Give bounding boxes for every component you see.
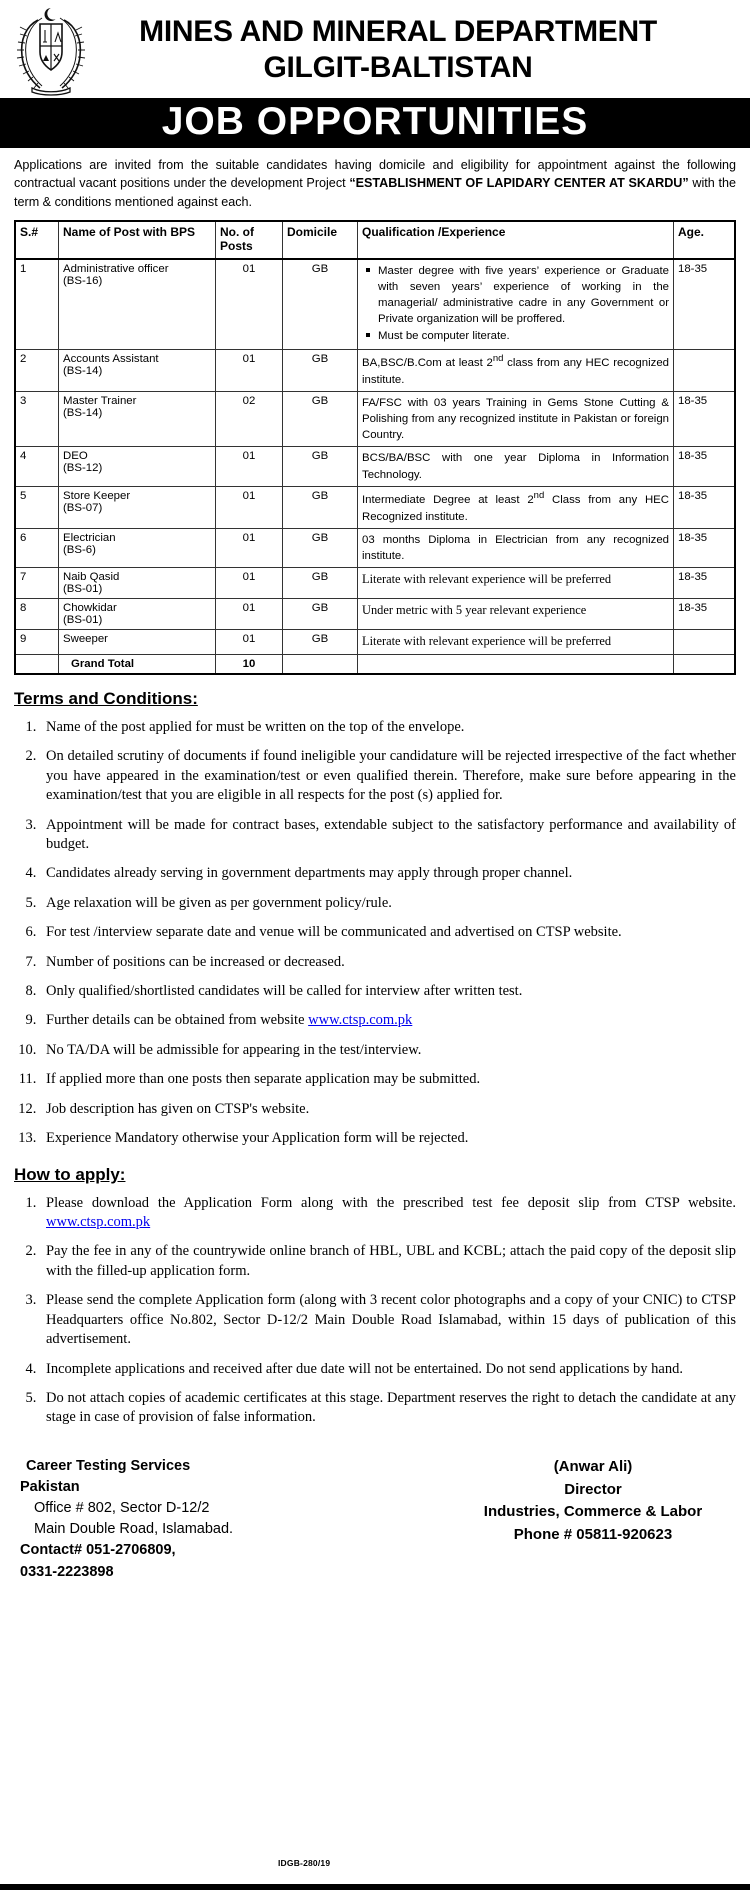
ctsp-org-line2: Pakistan [20, 1478, 80, 1495]
cell-qualification [358, 447, 674, 486]
cell-age [674, 630, 736, 655]
ctsp-address-line1: Office # 802, Sector D-12/2 [34, 1500, 210, 1517]
cell-age: 18-35 [674, 486, 736, 528]
ctsp-org-line1: Career Testing Services [26, 1457, 191, 1474]
terms-list [14, 718, 736, 1149]
col-domicile: Domicile [283, 221, 358, 259]
terms-item [40, 1100, 736, 1119]
cell-serial: 4 [15, 447, 59, 486]
col-no-of-posts: No. of Posts [216, 221, 283, 259]
cell-domicile: GB [283, 528, 358, 567]
col-post-name: Name of Post with BPS [59, 221, 216, 259]
apply-item [40, 1194, 736, 1233]
col-age: Age. [674, 221, 736, 259]
cell-no-of-posts: 01 [216, 486, 283, 528]
ctsp-contact-block [20, 1456, 233, 1583]
cell-qualification [358, 568, 674, 599]
grand-total-value: 10 [216, 654, 283, 674]
cell-qualification [358, 259, 674, 349]
table-row [15, 349, 735, 391]
ctsp-address-line2: Main Double Road, Islamabad. [34, 1521, 234, 1538]
terms-item-text: If applied more than one posts then separate application may be submitted. [46, 1071, 481, 1088]
cell-domicile: GB [283, 349, 358, 391]
cell-domicile: GB [283, 630, 358, 655]
cell-post-name [59, 447, 216, 486]
terms-item-text: Candidates already serving in government departments may apply through proper channel. [46, 865, 573, 882]
ctsp-website-link[interactable]: www.ctsp.com.pk [46, 1214, 151, 1231]
cell-post-name [59, 599, 216, 630]
post-title: Chowkidar [63, 602, 117, 615]
post-title: Naib Qasid [63, 571, 120, 584]
pakistan-state-emblem-icon [8, 4, 94, 96]
post-bps: (BS-01) [63, 583, 103, 596]
terms-item-text: Only qualified/shortlisted candidates will be called for interview after written test. [46, 983, 523, 1000]
terms-item [40, 1129, 736, 1148]
cell-post-name [59, 391, 216, 447]
cell-serial: 5 [15, 486, 59, 528]
qualification-text: Intermediate Degree at least 2nd Class from any HEC Recognized institute. [362, 490, 669, 523]
table-header-row [15, 221, 735, 259]
cell-qualification [358, 391, 674, 447]
grand-total-row [15, 654, 735, 674]
ctsp-contact-line2: 0331-2223898 [20, 1563, 114, 1580]
terms-item-text: Further details can be obtained from website [46, 1012, 309, 1029]
terms-item [40, 1041, 736, 1060]
qualification-text: 03 months Diploma in Electrician from any recognized institute. [362, 533, 669, 563]
terms-item-text: Appointment will be made for contract bases, extendable subject to the satisfactory performance and availability of budget. [46, 816, 736, 852]
col-qualification: Qualification /Experience [358, 221, 674, 259]
cell-age: 18-35 [674, 259, 736, 349]
terms-item-text: Number of positions can be increased or decreased. [46, 953, 345, 970]
post-title: Accounts Assistant [63, 352, 159, 365]
terms-item [40, 923, 736, 942]
cell-post-name [59, 259, 216, 349]
terms-item [40, 982, 736, 1001]
apply-item [40, 1360, 736, 1379]
how-to-apply-list [14, 1194, 736, 1428]
cell-serial: 6 [15, 528, 59, 567]
post-bps: (BS-01) [63, 614, 103, 627]
apply-item-text: Incomplete applications and received after due date will not be entertained. Do not send applications by hand. [46, 1360, 683, 1377]
signatory-phone: Phone # 05811-920623 [513, 1526, 673, 1544]
cell-qualification [358, 630, 674, 655]
cell-serial: 9 [15, 630, 59, 655]
signatory-block [458, 1456, 734, 1547]
cell-age: 18-35 [674, 391, 736, 447]
terms-item-text: Job description has given on CTSP's website. [46, 1100, 310, 1117]
cell-post-name [59, 349, 216, 391]
terms-item [40, 718, 736, 737]
terms-item [40, 894, 736, 913]
intro-paragraph [0, 148, 750, 218]
cell-no-of-posts: 01 [216, 528, 283, 567]
signatory-department: Industries, Commerce & Labor [483, 1503, 703, 1521]
qualification-bullet: Must be computer literate. [376, 328, 669, 344]
ctsp-contact-line1: Contact# 051-2706809, [20, 1542, 176, 1559]
masthead [0, 0, 750, 100]
posts-table-head [15, 221, 735, 259]
department-name-line1: MINES AND MINERAL DEPARTMENT [139, 14, 657, 48]
table-row [15, 528, 735, 567]
posts-table-body [15, 259, 735, 674]
post-title: Electrician [63, 531, 116, 544]
cell-age: 18-35 [674, 599, 736, 630]
qualification-text: FA/FSC with 03 years Training in Gems Stone Cutting & Polishing from any recognized institute in Pakistan or foreign Country. [362, 396, 669, 442]
terms-item-text: Name of the post applied for must be written on the top of the envelope. [46, 718, 465, 735]
intro-text-part1: Applications are invited from the suitable candidates having domicile and eligibility for appointment against the following contractual vacant positions under the development Project [14, 157, 736, 191]
post-title: Administrative officer [63, 262, 169, 275]
post-bps: (BS-14) [63, 364, 103, 377]
qualification-text: Under metric with 5 year relevant experience [362, 603, 587, 618]
qualification-bullets [362, 263, 669, 345]
apply-item [40, 1242, 736, 1281]
table-row [15, 486, 735, 528]
cell-serial: 2 [15, 349, 59, 391]
cell-age: 18-35 [674, 528, 736, 567]
table-row [15, 568, 735, 599]
post-bps: (BS-14) [63, 406, 103, 419]
cell-age: 18-35 [674, 447, 736, 486]
cell-no-of-posts: 01 [216, 349, 283, 391]
apply-item-text: Please send the complete Application form (along with 3 recent color photographs and a copy of your CNIC) to CTSP Headquarters office No.802, Sector D-12/2 Main Double Road Islamabad, within 15 days of publication of this advertisement. [46, 1292, 736, 1348]
cell-no-of-posts: 02 [216, 391, 283, 447]
department-titles [94, 14, 742, 87]
ctsp-website-link[interactable]: www.ctsp.com.pk [308, 1012, 413, 1029]
table-row [15, 599, 735, 630]
qualification-text: BCS/BA/BSC with one year Diploma in Information Technology. [362, 452, 669, 481]
table-row [15, 391, 735, 447]
qualification-text: Literate with relevant experience will be preferred [362, 572, 612, 587]
post-title: DEO [63, 450, 88, 463]
qualification-text: BA,BSC/B.Com at least 2nd class from any HEC recognized institute. [362, 353, 669, 386]
cell-no-of-posts: 01 [216, 568, 283, 599]
job-opportunities-banner [0, 100, 750, 148]
cell-post-name [59, 486, 216, 528]
cell-domicile [283, 654, 358, 674]
terms-item-text: No TA/DA will be admissible for appearing in the test/interview. [46, 1041, 422, 1058]
terms-heading: Terms and Conditions: [14, 688, 198, 708]
terms-item [40, 953, 736, 972]
cell-post-name [59, 630, 216, 655]
cell-no-of-posts: 01 [216, 259, 283, 349]
terms-item [40, 747, 736, 805]
qualification-text: Literate with relevant experience will be preferred [362, 634, 612, 649]
cell-qualification [358, 486, 674, 528]
terms-item [40, 816, 736, 855]
terms-item [40, 1011, 736, 1030]
department-name-line2: GILGIT-BALTISTAN [263, 50, 533, 84]
post-bps: (BS-12) [63, 462, 103, 475]
col-serial: S.# [15, 221, 59, 259]
terms-item-text: For test /interview separate date and venue will be communicated and advertised on CTSP website. [46, 924, 622, 941]
signatory-name: (Anwar Ali) [553, 1457, 633, 1475]
apply-item-text: Do not attach copies of academic certificates at this stage. Department reserves the right to detach the candidate at any stage in case of provision of false information. [46, 1389, 736, 1426]
post-bps: (BS-07) [63, 501, 103, 514]
cell-serial: 3 [15, 391, 59, 447]
cell-domicile: GB [283, 447, 358, 486]
cell-no-of-posts: 01 [216, 447, 283, 486]
post-bps: (BS-16) [63, 274, 103, 287]
cell-serial: 8 [15, 599, 59, 630]
terms-item-text: Experience Mandatory otherwise your Application form will be rejected. [46, 1130, 469, 1147]
terms-item [40, 1070, 736, 1089]
cell-no-of-posts: 01 [216, 599, 283, 630]
cell-qualification [358, 654, 674, 674]
post-title: Master Trainer [63, 394, 137, 407]
apply-item [40, 1291, 736, 1349]
post-bps: (BS-6) [63, 543, 96, 556]
cell-post-name [59, 528, 216, 567]
post-title: Sweeper [63, 633, 108, 646]
project-name: “ESTABLISHMENT OF LAPIDARY CENTER AT SKARDU” [349, 176, 689, 191]
cell-qualification [358, 528, 674, 567]
banner-title: JOB OPPORTUNITIES [161, 100, 589, 143]
apply-item-text: Please download the Application Form along with the prescribed test fee deposit slip from CTSP website. [46, 1194, 736, 1211]
cell-domicile: GB [283, 568, 358, 599]
table-row [15, 447, 735, 486]
intro-text-part2: with the term & conditions mentioned against each. [14, 176, 736, 210]
table-row [15, 630, 735, 655]
posts-table [14, 220, 736, 675]
how-to-apply-heading: How to apply: [14, 1164, 126, 1184]
grand-total-label: Grand Total [59, 654, 216, 674]
cell-qualification [358, 349, 674, 391]
apply-item-text: Pay the fee in any of the countrywide online branch of HBL, UBL and KCBL; attach the paid copy of the deposit slip with the filled-up application form. [46, 1243, 736, 1279]
cell-domicile: GB [283, 391, 358, 447]
cell-age: 18-35 [674, 568, 736, 599]
cell-qualification [358, 599, 674, 630]
terms-item-text: Age relaxation will be given as per government policy/rule. [46, 894, 392, 911]
reference-code: IDGB-280/19 [278, 1858, 331, 1868]
post-title: Store Keeper [63, 489, 131, 502]
cell-serial: 7 [15, 568, 59, 599]
terms-item-text: On detailed scrutiny of documents if found ineligible your candidature will be rejected irrespective of the fact whether you have appeared in the examination/test or even qualified therein. Therefore, make sure before appearing in the examination/test that you are eligible in all respects for the post (s) applied for. [46, 748, 736, 804]
posts-table-wrapper [0, 218, 750, 675]
terms-item [40, 864, 736, 883]
footer [0, 1438, 750, 1589]
cell-domicile: GB [283, 486, 358, 528]
cell-no-of-posts: 01 [216, 630, 283, 655]
signatory-title: Director [564, 1480, 622, 1498]
qualification-bullet: Master degree with five years’ experience or Graduate with seven years’ experience of working in the managerial/ administrative cadre in any Government or Private organization will be proffered. [376, 263, 669, 328]
cell-age [674, 654, 736, 674]
cell-age [674, 349, 736, 391]
cell-domicile: GB [283, 599, 358, 630]
table-row [15, 259, 735, 349]
apply-item [40, 1389, 736, 1428]
cell-serial [15, 654, 59, 674]
cell-post-name [59, 568, 216, 599]
cell-domicile: GB [283, 259, 358, 349]
cell-serial: 1 [15, 259, 59, 349]
